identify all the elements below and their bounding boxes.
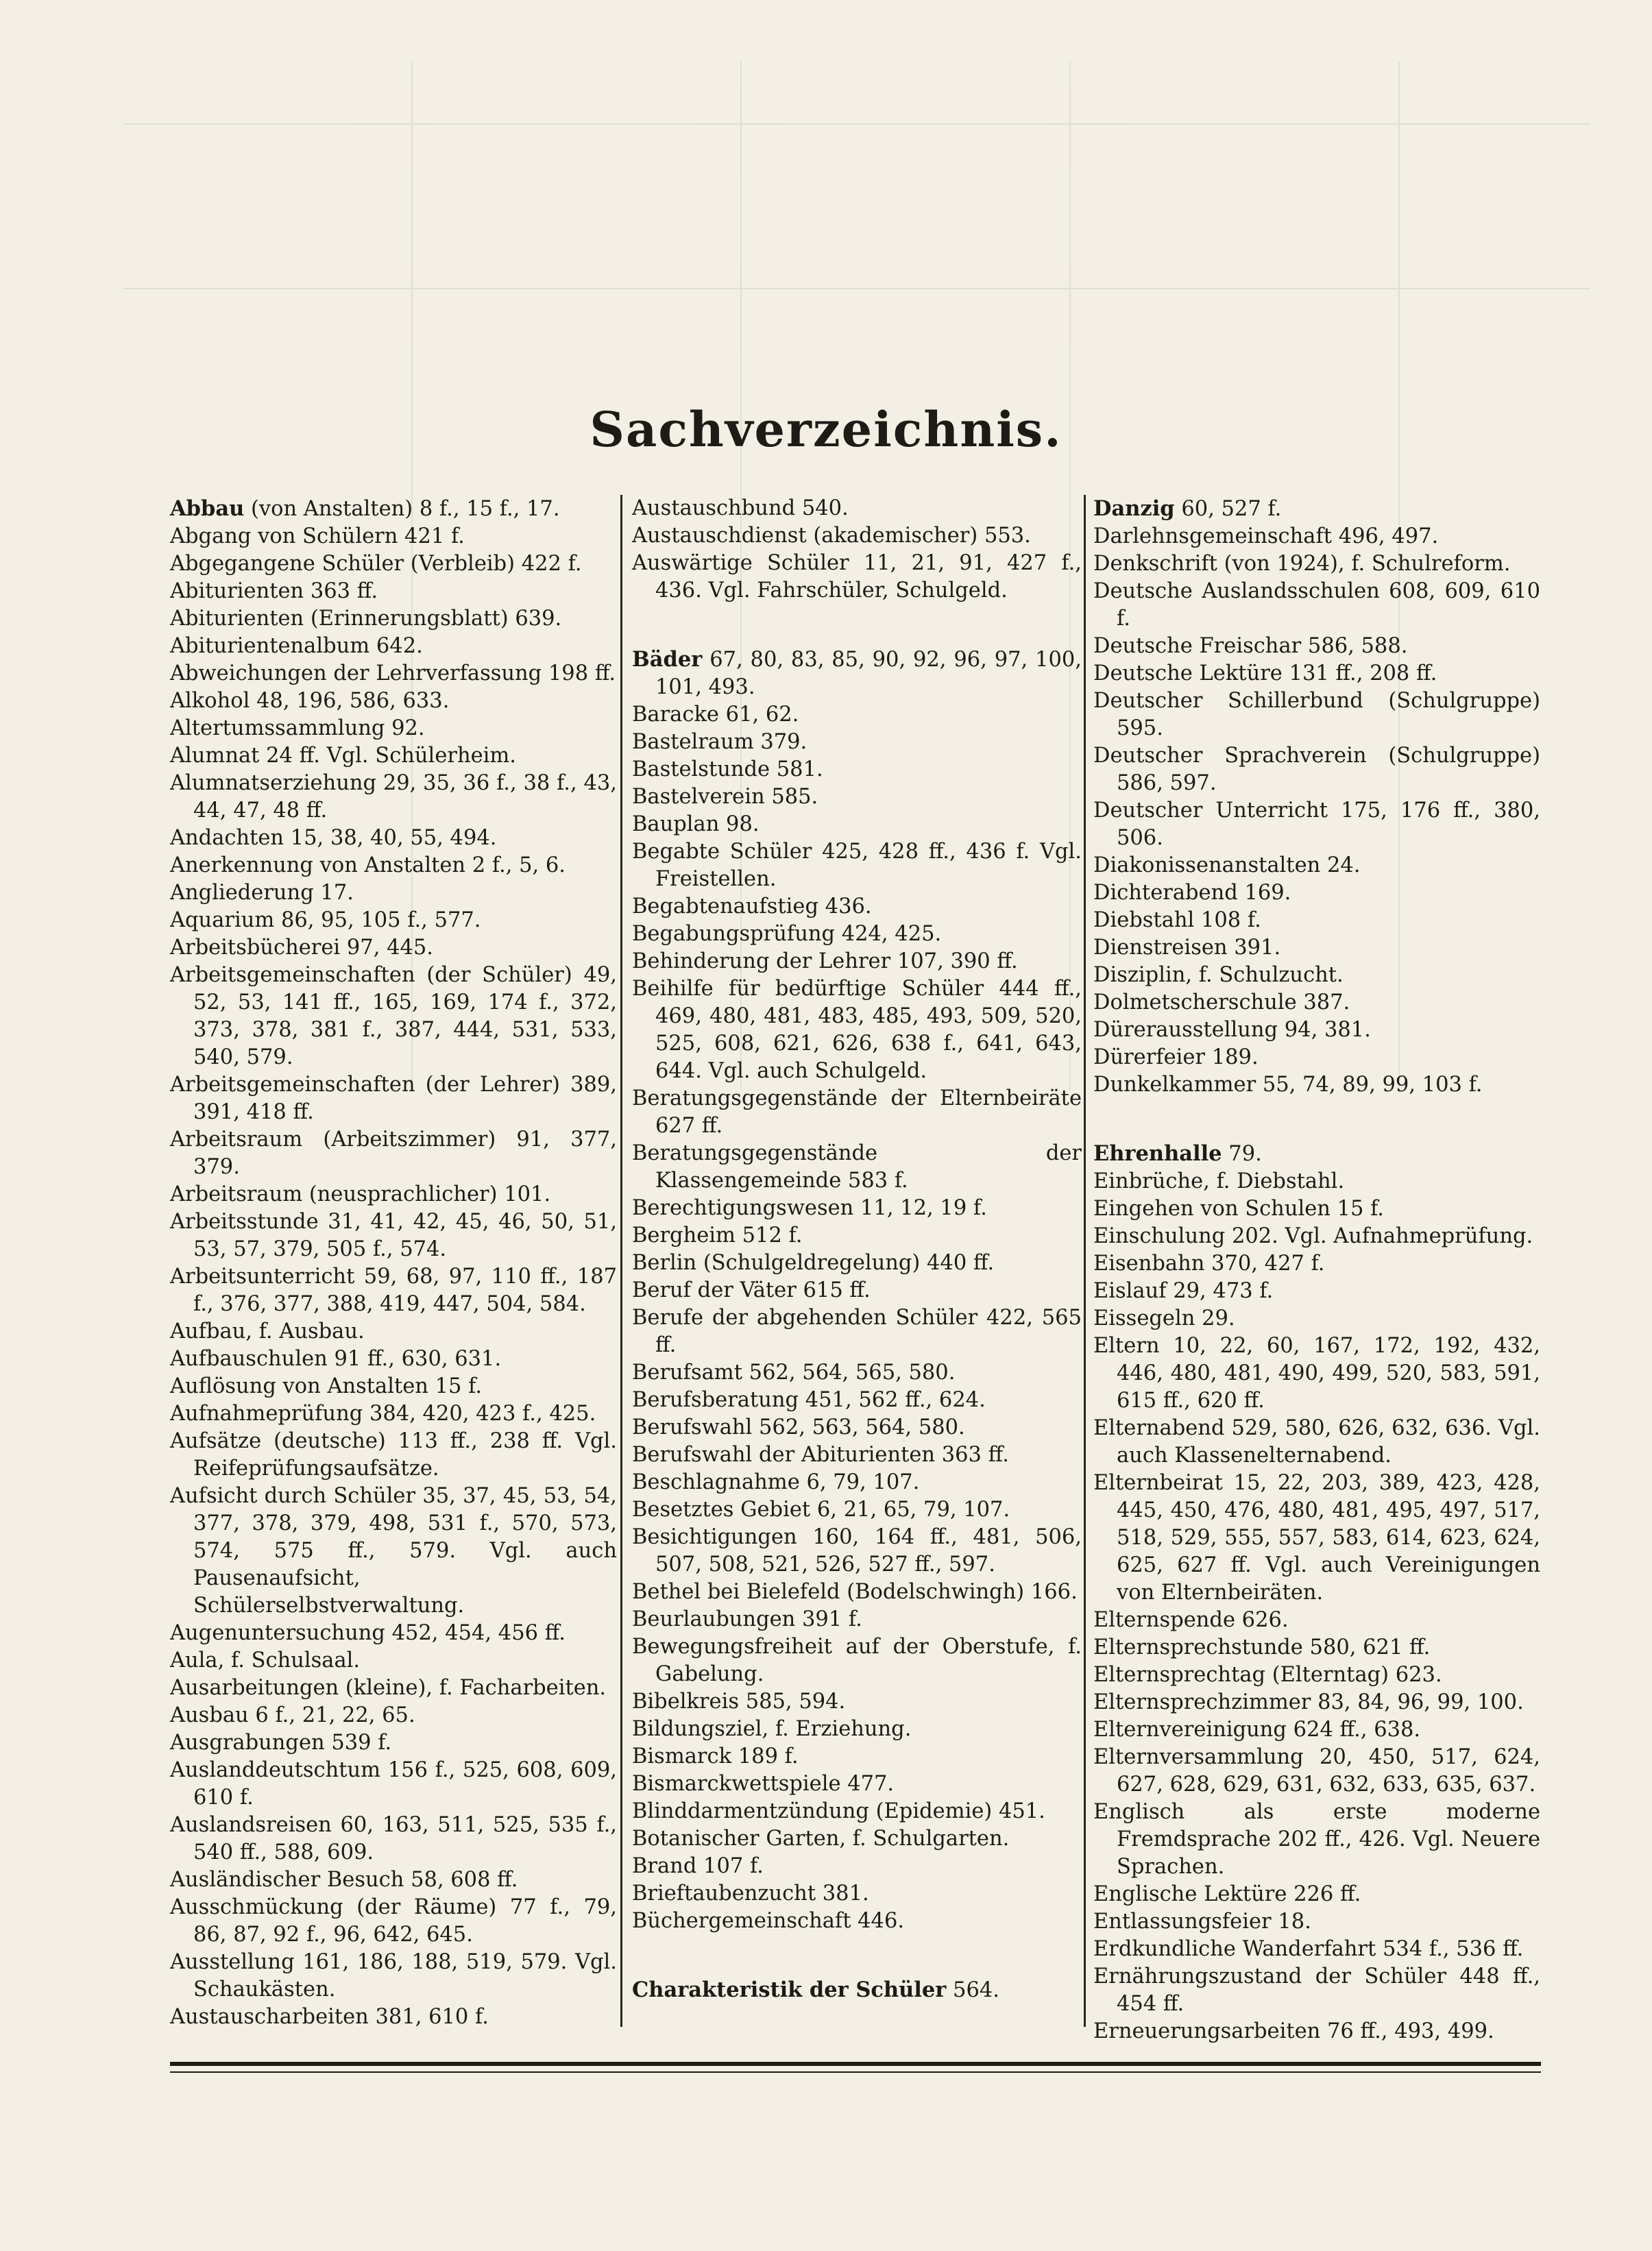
index-entry-text: Dürerfeier 189. xyxy=(1093,1045,1259,1069)
index-entry-text: Einschulung 202. Vgl. Aufnahmeprüfung. xyxy=(1093,1224,1533,1248)
bottom-rule-thin xyxy=(170,2071,1541,2073)
index-entry xyxy=(170,907,617,934)
index-entry xyxy=(170,1949,617,2004)
letter-section-gap xyxy=(1093,1099,1540,1140)
index-entry xyxy=(1093,1662,1540,1689)
index-entry xyxy=(1093,1936,1540,1963)
index-entry-text: Bismarckwettspiele 477. xyxy=(632,1772,895,1796)
index-entry-text: Diebstahl 108 f. xyxy=(1093,908,1261,932)
index-entry-text: Berufe der abgehenden Schüler 422, 565 ff. xyxy=(632,1306,1082,1357)
index-entry-text: Elternspende 626. xyxy=(1093,1608,1289,1632)
index-entry xyxy=(632,1277,1082,1304)
index-entry xyxy=(170,1483,617,1620)
index-entry xyxy=(632,1250,1082,1277)
index-entry-text: Berechtigungswesen 11, 12, 19 f. xyxy=(632,1196,987,1220)
index-entry-text: Eissegeln 29. xyxy=(1093,1306,1235,1330)
index-entry-text: Anerkennung von Anstalten 2 f., 5, 6. xyxy=(170,853,566,877)
index-entry xyxy=(632,1606,1082,1633)
index-entry xyxy=(170,1373,617,1400)
column-divider xyxy=(620,495,622,2027)
index-term: Bäder xyxy=(632,647,703,672)
index-entry-text: Besichtigungen 160, 164 ff., 481, 506, 507, 508, 521, 526, 527 ff., 597. xyxy=(632,1525,1082,1577)
index-entry-text: Deutsche Lektüre 131 ff., 208 ff. xyxy=(1093,661,1437,685)
index-entry-text: Alumnat 24 ff. Vgl. Schülerheim. xyxy=(170,744,517,768)
index-entry-text: 60, 527 f. xyxy=(1174,497,1282,521)
index-entry-text: Andachten 15, 38, 40, 55, 494. xyxy=(170,826,497,850)
index-entry xyxy=(170,1620,617,1647)
index-entry xyxy=(1093,578,1540,633)
index-entry xyxy=(632,1414,1082,1441)
index-entry xyxy=(632,522,1082,550)
index-entry xyxy=(1093,797,1540,852)
index-entry xyxy=(632,1853,1082,1880)
index-entry xyxy=(632,756,1082,783)
index-entry xyxy=(1093,934,1540,962)
index-entry xyxy=(170,1346,617,1373)
index-entry-text: Abiturienten 363 ff. xyxy=(170,579,378,603)
index-entry xyxy=(1093,1744,1540,1799)
index-entry-text: Botanischer Garten, f. Schulgarten. xyxy=(632,1827,1010,1851)
index-entry xyxy=(1093,633,1540,660)
index-entry-text: Eislauf 29, 473 f. xyxy=(1093,1279,1274,1303)
index-entry-text: Aufnahmeprüfung 384, 420, 423 f., 425. xyxy=(170,1402,596,1426)
index-entry-text: Dichterabend 169. xyxy=(1093,881,1291,905)
index-entry xyxy=(1093,742,1540,797)
index-entry xyxy=(632,1743,1082,1771)
index-entry-text: Brand 107 f. xyxy=(632,1854,764,1878)
index-entry-text: Büchergemeinschaft 446. xyxy=(632,1909,905,1933)
index-entry xyxy=(632,1469,1082,1496)
index-entry xyxy=(170,825,617,852)
index-entry xyxy=(170,523,617,550)
index-entry-text: Auswärtige Schüler 11, 21, 91, 427 f., 436. Vgl. Fahrschüler, Schulgeld. xyxy=(632,551,1082,603)
index-entry-text: Behinderung der Lehrer 107, 390 ff. xyxy=(632,949,1018,973)
index-entry xyxy=(170,852,617,879)
index-entry-text: Beurlaubungen 391 f. xyxy=(632,1607,862,1631)
index-entry-text: Berufsamt 562, 564, 565, 580. xyxy=(632,1361,956,1385)
index-entry xyxy=(1093,1223,1540,1250)
index-entry xyxy=(170,550,617,578)
index-entry-text: Abweichungen der Lehrverfassung 198 ff. xyxy=(170,661,616,685)
index-entry-text: Bewegungsfreiheit auf der Oberstufe, f. Gabelung. xyxy=(632,1635,1082,1686)
index-entry-text: Aufbau, f. Ausbau. xyxy=(170,1319,365,1343)
index-entry-text: Begabte Schüler 425, 428 ff., 436 f. Vgl. Freistellen. xyxy=(632,840,1082,891)
index-entry-text: Bastelraum 379. xyxy=(632,730,807,754)
index-entry xyxy=(170,1757,617,1812)
index-term: Ehrenhalle xyxy=(1093,1141,1222,1166)
index-entry xyxy=(170,770,617,825)
index-entry xyxy=(632,838,1082,893)
index-entry xyxy=(170,1181,617,1208)
index-entry-text: Elternbeirat 15, 22, 203, 389, 423, 428, 445, 450, 476, 480, 481, 495, 497, 517, 518, 529, 555, 557, 583, 614, 623, 624, 625, 627 ff. Vgl. auch Vereinigungen von Elternbeiräten. xyxy=(1093,1471,1540,1605)
index-entry xyxy=(632,1633,1082,1688)
index-entry-text: Eisenbahn 370, 427 f. xyxy=(1093,1252,1325,1276)
index-entry xyxy=(1093,1250,1540,1278)
index-entry xyxy=(1093,1333,1540,1415)
index-entry-text: 79. xyxy=(1222,1142,1262,1166)
index-entry-text: Deutsche Freischar 586, 588. xyxy=(1093,634,1408,658)
index-entry xyxy=(632,729,1082,756)
index-entry xyxy=(1093,1071,1540,1099)
index-entry-text: Ausstellung 161, 186, 188, 519, 579. Vgl. Schaukästen. xyxy=(170,1950,617,2001)
index-entry-text: Dürerausstellung 94, 381. xyxy=(1093,1018,1371,1042)
index-entry xyxy=(1093,962,1540,989)
index-entry xyxy=(1093,1195,1540,1223)
index-entry-text: 67, 80, 83, 85, 90, 92, 96, 97, 100, 101, 493. xyxy=(655,648,1082,699)
index-entry xyxy=(1093,1415,1540,1470)
index-entry xyxy=(1093,2018,1540,2045)
index-entry xyxy=(170,1647,617,1675)
index-entry-text: Augenuntersuchung 452, 454, 456 ff. xyxy=(170,1621,566,1645)
index-entry-text: Elternversammlung 20, 450, 517, 624, 627, 628, 629, 631, 632, 633, 635, 637. xyxy=(1093,1745,1540,1797)
index-entry-text: Arbeitsgemeinschaften (der Lehrer) 389, 391, 418 ff. xyxy=(170,1073,617,1124)
index-column-1 xyxy=(170,495,617,2031)
index-entry xyxy=(632,1496,1082,1524)
index-entry-text: Beschlagnahme 6, 79, 107. xyxy=(632,1470,920,1494)
index-entry xyxy=(632,1524,1082,1579)
index-entry-text: Diakonissenanstalten 24. xyxy=(1093,853,1361,877)
index-entry-text: Auslandsreisen 60, 163, 511, 525, 535 f., 540 ff., 588, 609. xyxy=(170,1813,617,1864)
index-entry xyxy=(1093,1017,1540,1044)
index-entry-text: Englische Lektüre 226 ff. xyxy=(1093,1882,1361,1906)
index-entry xyxy=(1093,1881,1540,1908)
index-entry-text: Berufswahl der Abiturienten 363 ff. xyxy=(632,1443,1009,1467)
index-entry xyxy=(170,1866,617,1894)
index-entry-text: Beratungsgegenstände der Elternbeiräte 627 ff. xyxy=(632,1086,1082,1138)
index-entry-text: (von Anstalten) 8 f., 15 f., 17. xyxy=(244,497,560,521)
index-entry-text: Ausländischer Besuch 58, 608 ff. xyxy=(170,1868,518,1892)
index-entry xyxy=(170,1428,617,1483)
index-entry-text: Aufbauschulen 91 ff., 630, 631. xyxy=(170,1347,502,1371)
index-entry-text: Elternsprechzimmer 83, 84, 96, 99, 100. xyxy=(1093,1690,1524,1714)
index-entry-text: Abiturientenalbum 642. xyxy=(170,634,423,658)
index-entry-text: Ausgrabungen 539 f. xyxy=(170,1731,392,1755)
index-entry xyxy=(632,811,1082,838)
index-entry-text: Entlassungsfeier 18. xyxy=(1093,1910,1311,1934)
index-entry-text: Altertumssammlung 92. xyxy=(170,716,425,740)
index-entry xyxy=(632,1688,1082,1716)
index-entry-text: Ausbau 6 f., 21, 22, 65. xyxy=(170,1703,415,1727)
index-entry xyxy=(632,783,1082,811)
letter-section-gap xyxy=(632,1935,1082,1976)
index-entry xyxy=(170,962,617,1071)
index-entry xyxy=(632,550,1082,605)
index-entry xyxy=(170,1729,617,1757)
index-entry xyxy=(170,934,617,962)
index-entry xyxy=(1093,1634,1540,1662)
index-entry xyxy=(1093,550,1540,578)
index-entry-text: Arbeitsraum (Arbeitszimmer) 91, 377, 379. xyxy=(170,1128,617,1179)
index-entry xyxy=(632,495,1082,522)
index-entry-text: Elternvereinigung 624 ff., 638. xyxy=(1093,1718,1421,1742)
index-entry xyxy=(1093,1470,1540,1607)
index-entry xyxy=(1093,1963,1540,2018)
index-entry-text: Erdkundliche Wanderfahrt 534 f., 536 ff. xyxy=(1093,1937,1524,1961)
index-entry xyxy=(170,1894,617,1949)
index-entry xyxy=(170,1126,617,1181)
index-entry xyxy=(632,1908,1082,1935)
index-entry-text: Arbeitsunterricht 59, 68, 97, 110 ff., 187 f., 376, 377, 388, 419, 447, 504, 584. xyxy=(170,1265,617,1316)
index-entry-text: Bastelverein 585. xyxy=(632,785,818,809)
index-entry xyxy=(1093,907,1540,934)
index-entry xyxy=(170,633,617,660)
index-entry-text: Disziplin, f. Schulzucht. xyxy=(1093,963,1344,987)
index-entry xyxy=(170,605,617,633)
index-entry-text: Austauscharbeiten 381, 610 f. xyxy=(170,2005,489,2029)
index-entry-text: Einbrüche, f. Diebstahl. xyxy=(1093,1169,1345,1193)
index-entry-text: Ausschmückung (der Räume) 77 f., 79, 86, 87, 92 f., 96, 642, 645. xyxy=(170,1895,617,1947)
index-entry xyxy=(1093,660,1540,688)
index-column-3 xyxy=(1093,495,1540,2045)
index-entry xyxy=(632,701,1082,729)
page-title: Sachverzeichnis. xyxy=(590,401,1062,458)
index-entry-text: Aquarium 86, 95, 105 f., 577. xyxy=(170,908,481,932)
index-entry xyxy=(170,742,617,770)
index-entry-text: Erneuerungsarbeiten 76 ff., 493, 499. xyxy=(1093,2019,1494,2043)
index-entry xyxy=(632,893,1082,921)
index-entry-text: Abiturienten (Erinnerungsblatt) 639. xyxy=(170,607,562,631)
index-term: Abbau xyxy=(170,496,245,521)
index-entry xyxy=(1093,1305,1540,1333)
index-entry-text: Ausarbeitungen (kleine), f. Facharbeiten. xyxy=(170,1676,607,1700)
index-entry xyxy=(632,1304,1082,1359)
index-entry-text: Eltern 10, 22, 60, 167, 172, 192, 432, 446, 480, 481, 490, 499, 520, 583, 591, 615 ff., 620 ff. xyxy=(1093,1334,1540,1413)
index-entry-text: Angliederung 17. xyxy=(170,881,354,905)
index-entry xyxy=(632,921,1082,948)
column-divider xyxy=(1084,495,1086,2027)
index-entry xyxy=(170,1318,617,1346)
index-term: Danzig xyxy=(1093,496,1175,521)
index-entry-text: Deutscher Unterricht 175, 176 ff., 380, 506. xyxy=(1093,799,1540,850)
index-entry-text: Alumnatserziehung 29, 35, 36 f., 38 f., 43, 44, 47, 48 ff. xyxy=(170,771,617,823)
index-entry-text: Elternabend 529, 580, 626, 632, 636. Vgl. auch Klassenelternabend. xyxy=(1093,1416,1540,1468)
index-entry xyxy=(632,1579,1082,1606)
index-entry-text: Aula, f. Schulsaal. xyxy=(170,1648,361,1672)
index-entry xyxy=(1093,1716,1540,1744)
index-entry xyxy=(170,688,617,715)
index-entry xyxy=(170,1263,617,1318)
index-entry xyxy=(632,1222,1082,1250)
index-entry xyxy=(632,1798,1082,1825)
index-entry xyxy=(1093,688,1540,742)
index-entry-text: Aufsicht durch Schüler 35, 37, 45, 53, 54, 377, 378, 379, 498, 531 f., 570, 573, 574, 575 ff., 579. Vgl. auch Pausenaufsicht, Schülerselbstverwaltung. xyxy=(170,1484,617,1618)
index-entry xyxy=(170,879,617,907)
index-entry xyxy=(170,1071,617,1126)
index-entry xyxy=(170,1400,617,1428)
index-entry xyxy=(1093,1168,1540,1195)
index-entry xyxy=(1093,495,1540,523)
index-entry-text: Bergheim 512 f. xyxy=(632,1224,803,1248)
index-entry-text: Arbeitsbücherei 97, 445. xyxy=(170,936,433,960)
index-entry-text: Austauschdienst (akademischer) 553. xyxy=(632,524,1031,548)
index-entry-text: Abgang von Schülern 421 f. xyxy=(170,524,465,548)
index-entry-text: Berufswahl 562, 563, 564, 580. xyxy=(632,1415,965,1439)
index-entry xyxy=(632,1140,1082,1195)
index-entry-text: Darlehnsgemeinschaft 496, 497. xyxy=(1093,524,1439,548)
index-term: Charakteristik der Schüler xyxy=(632,1978,947,2002)
index-entry-text: Beihilfe für bedürftige Schüler 444 ff., 469, 480, 481, 483, 485, 493, 509, 520, 525, 608, 621, 626, 638 f., 641, 643, 644. Vgl. auch Schulgeld. xyxy=(632,977,1082,1083)
index-entry xyxy=(632,1771,1082,1798)
index-entry xyxy=(632,1085,1082,1140)
index-entry-text: Arbeitsstunde 31, 41, 42, 45, 46, 50, 51, 53, 57, 379, 505 f., 574. xyxy=(170,1210,617,1261)
index-entry-text: Berufsberatung 451, 562 ff., 624. xyxy=(632,1388,986,1412)
index-entry-text: Auslanddeutschtum 156 f., 525, 608, 609, 610 f. xyxy=(170,1758,617,1810)
index-entry-text: Bethel bei Bielefeld (Bodelschwingh) 166. xyxy=(632,1580,1078,1604)
index-entry-text: Englisch als erste moderne Fremdsprache 202 ff., 426. Vgl. Neuere Sprachen. xyxy=(1093,1800,1540,1879)
index-entry-text: Beratungsgegenstände der Klassengemeinde 583 f. xyxy=(632,1141,1082,1193)
index-entry xyxy=(170,495,617,523)
index-entry-text: Beruf der Väter 615 ff. xyxy=(632,1278,871,1302)
index-entry xyxy=(170,578,617,605)
index-entry-text: Besetztes Gebiet 6, 21, 65, 79, 107. xyxy=(632,1498,1010,1522)
index-entry-text: 564. xyxy=(946,1978,999,2002)
index-entry xyxy=(1093,1908,1540,1936)
index-entry-text: Abgegangene Schüler (Verbleib) 422 f. xyxy=(170,552,582,576)
index-entry xyxy=(170,1812,617,1866)
index-entry-text: Berlin (Schulgeldregelung) 440 ff. xyxy=(632,1251,995,1275)
index-entry-text: Blinddarmentzündung (Epidemie) 451. xyxy=(632,1799,1045,1823)
index-entry xyxy=(1093,1044,1540,1071)
index-entry-text: Elternsprechstunde 580, 621 ff. xyxy=(1093,1635,1431,1659)
index-entry xyxy=(1093,1799,1540,1881)
index-entry xyxy=(170,1208,617,1263)
index-entry-text: Bibelkreis 585, 594. xyxy=(632,1690,846,1714)
index-entry-text: Denkschrift (von 1924), f. Schulreform. xyxy=(1093,552,1511,576)
index-entry-text: Dunkelkammer 55, 74, 89, 99, 103 f. xyxy=(1093,1073,1483,1097)
index-entry xyxy=(632,1716,1082,1743)
index-entry-text: Deutsche Auslandsschulen 608, 609, 610 f. xyxy=(1093,579,1540,631)
index-entry-text: Baracke 61, 62. xyxy=(632,703,799,727)
index-entry xyxy=(1093,879,1540,907)
index-entry xyxy=(1093,1140,1540,1168)
index-entry xyxy=(1093,989,1540,1017)
index-entry xyxy=(170,660,617,688)
index-entry xyxy=(632,646,1082,701)
index-entry xyxy=(632,1825,1082,1853)
index-entry xyxy=(632,1441,1082,1469)
index-entry-text: Dienstreisen 391. xyxy=(1093,936,1281,960)
index-entry-text: Bildungsziel, f. Erziehung. xyxy=(632,1717,912,1741)
index-entry-text: Begabtenaufstieg 436. xyxy=(632,895,872,918)
index-entry xyxy=(632,975,1082,1085)
bottom-rule xyxy=(170,2062,1541,2066)
index-entry xyxy=(632,1976,1082,2004)
index-entry-text: Austauschbund 540. xyxy=(632,496,849,520)
index-entry xyxy=(170,1675,617,1702)
index-entry-text: Arbeitsraum (neusprachlicher) 101. xyxy=(170,1182,551,1206)
index-entry xyxy=(632,1195,1082,1222)
index-entry xyxy=(1093,1607,1540,1634)
index-entry-text: Ernährungszustand der Schüler 448 ff., 454 ff. xyxy=(1093,1964,1540,2016)
index-entry-text: Bauplan 98. xyxy=(632,812,760,836)
index-entry xyxy=(170,2004,617,2031)
index-entry xyxy=(170,715,617,742)
index-entry-text: Aufsätze (deutsche) 113 ff., 238 ff. Vgl. Reifeprüfungsaufsätze. xyxy=(170,1429,617,1481)
index-entry-text: Deutscher Sprachverein (Schulgruppe) 586, 597. xyxy=(1093,744,1540,795)
letter-section-gap xyxy=(632,605,1082,646)
index-entry xyxy=(1093,1689,1540,1716)
index-entry xyxy=(632,948,1082,975)
index-entry xyxy=(1093,852,1540,879)
index-entry xyxy=(632,1359,1082,1387)
index-entry-text: Alkohol 48, 196, 586, 633. xyxy=(170,689,450,713)
index-entry xyxy=(1093,523,1540,550)
index-entry-text: Deutscher Schillerbund (Schulgruppe) 595. xyxy=(1093,689,1540,740)
index-entry-text: Bismarck 189 f. xyxy=(632,1744,799,1768)
index-entry xyxy=(1093,1278,1540,1305)
index-entry-text: Brieftaubenzucht 381. xyxy=(632,1882,869,1906)
index-entry xyxy=(170,1702,617,1729)
index-entry xyxy=(632,1880,1082,1908)
index-entry-text: Bastelstunde 581. xyxy=(632,757,823,781)
index-entry-text: Arbeitsgemeinschaften (der Schüler) 49, 52, 53, 141 ff., 165, 169, 174 f., 372, 373, 378, 381 f., 387, 444, 531, 533, 540, 579. xyxy=(170,963,617,1069)
index-entry-text: Auflösung von Anstalten 15 f. xyxy=(170,1374,483,1398)
index-entry-text: Dolmetscherschule 387. xyxy=(1093,990,1350,1014)
index-entry-text: Eingehen von Schulen 15 f. xyxy=(1093,1197,1385,1221)
index-column-2 xyxy=(632,495,1082,2004)
index-entry xyxy=(632,1387,1082,1414)
index-entry-text: Elternsprechtag (Elterntag) 623. xyxy=(1093,1663,1442,1687)
index-entry-text: Begabungsprüfung 424, 425. xyxy=(632,922,942,946)
